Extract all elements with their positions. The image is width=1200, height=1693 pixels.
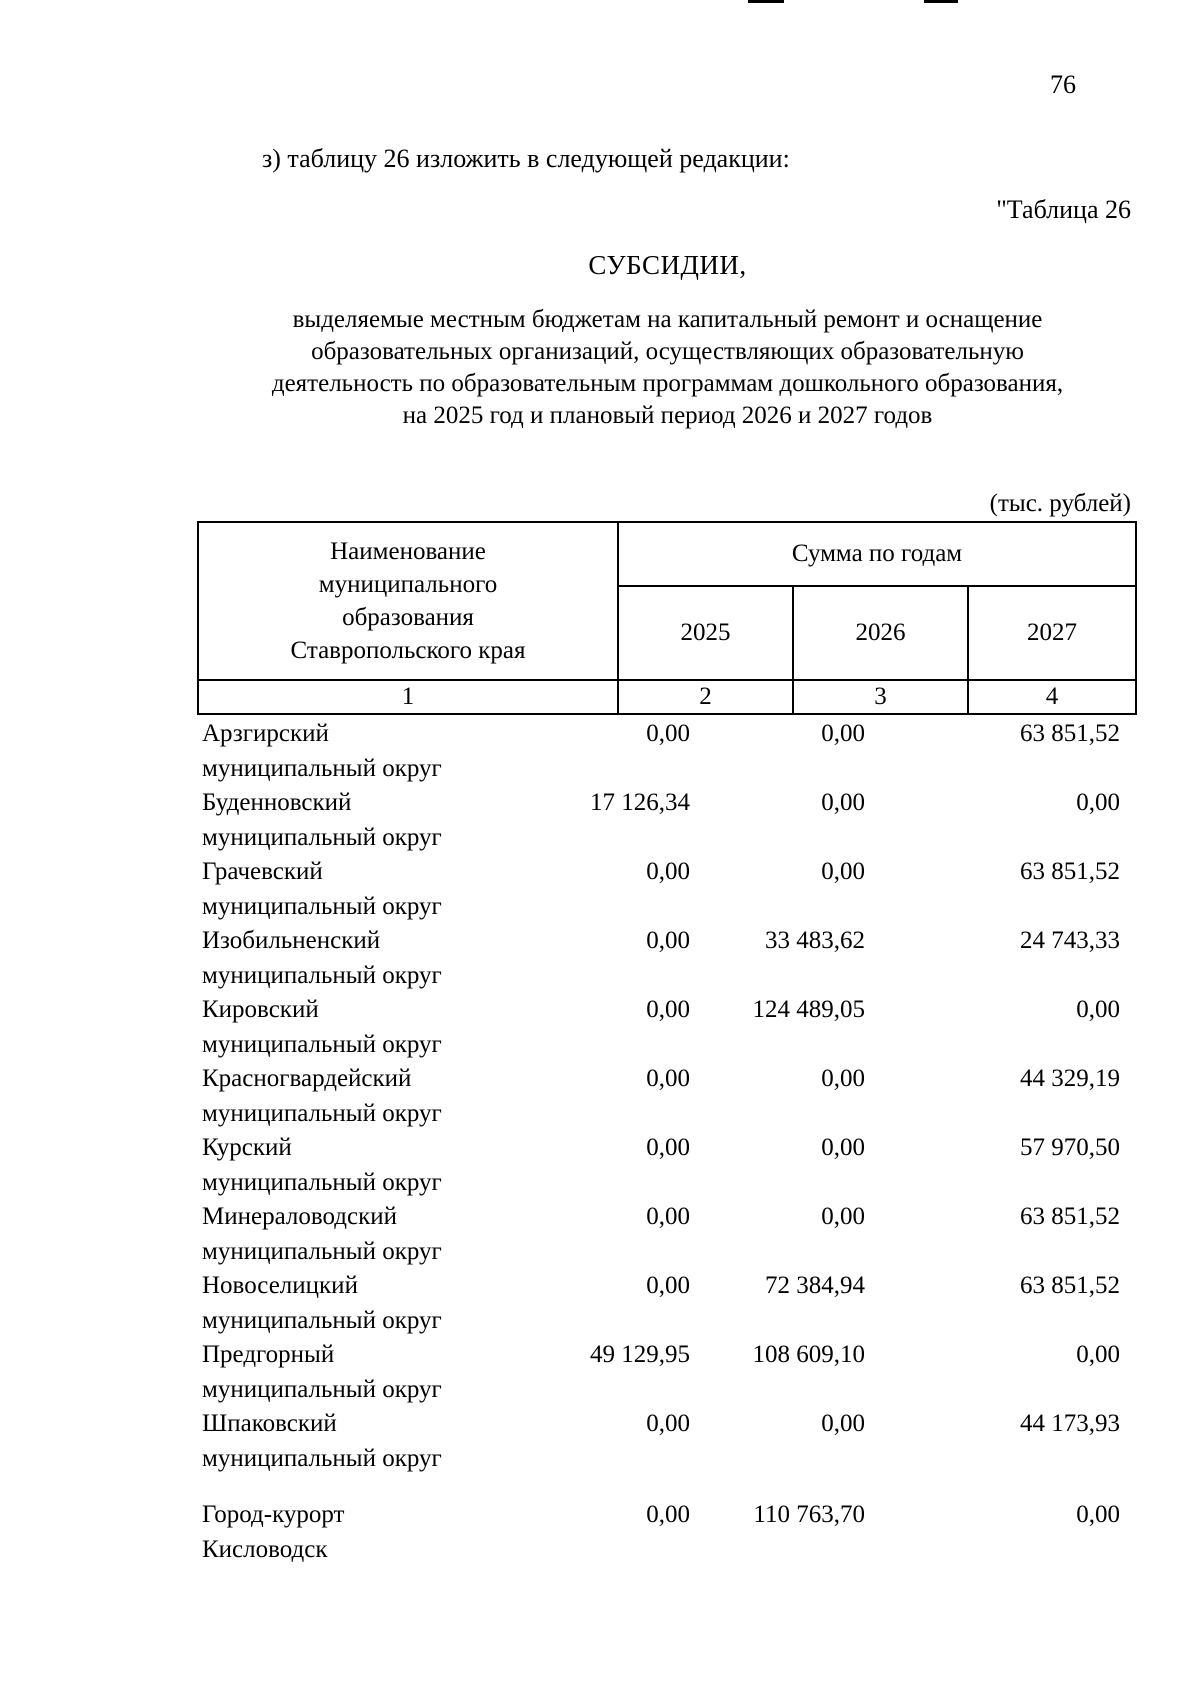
- value-2027: 63 851,52: [1020, 1203, 1120, 1230]
- header-year-2026: 2026: [793, 586, 968, 680]
- municipality-name: [202, 1406, 582, 1476]
- column-number: 3: [793, 680, 968, 714]
- value-2027: 63 851,52: [1020, 858, 1120, 885]
- scan-artifact-2: [924, 0, 958, 3]
- header-sum-by-years: Сумма по годам: [618, 522, 1136, 586]
- value-2027: 0,00: [1076, 1341, 1120, 1368]
- municipality-name: [202, 1130, 582, 1200]
- municipality-name-line: муниципальный округ: [202, 1376, 442, 1403]
- header-name-line: муниципального: [318, 571, 498, 598]
- value-2027: 44 173,93: [1020, 1410, 1120, 1437]
- table-row: [197, 1406, 1135, 1475]
- municipality-name: [202, 992, 582, 1062]
- municipality-name-line: муниципальный округ: [202, 1169, 442, 1196]
- municipality-name: [202, 1061, 582, 1131]
- municipality-name: [202, 1337, 582, 1407]
- value-2026: 108 609,10: [752, 1341, 865, 1368]
- value-2025: 0,00: [646, 927, 690, 954]
- page-number: 76: [1050, 70, 1076, 99]
- value-2025: 0,00: [646, 996, 690, 1023]
- table-row: [197, 1497, 1135, 1566]
- value-2025: 0,00: [646, 858, 690, 885]
- municipality-name-line: Город-курорт: [202, 1501, 345, 1528]
- table-row: [197, 923, 1135, 992]
- value-2025: 0,00: [646, 1203, 690, 1230]
- intro-text: з) таблицу 26 изложить в следующей редакции:: [262, 144, 790, 173]
- municipality-name-line: муниципальный округ: [202, 1031, 442, 1058]
- column-number: 4: [968, 680, 1136, 714]
- subtitle-line: деятельность по образовательным программам дошкольного образования,: [271, 370, 1064, 397]
- municipality-name-line: Кисловодск: [202, 1536, 328, 1563]
- municipality-name-line: Курский: [202, 1134, 292, 1161]
- value-2027: 44 329,19: [1020, 1065, 1120, 1092]
- value-2027: 63 851,52: [1020, 720, 1120, 747]
- value-2025: 17 126,34: [590, 789, 690, 816]
- value-2025: 0,00: [646, 1065, 690, 1092]
- units-label: (тыс. рублей): [989, 490, 1131, 517]
- municipality-name-line: Новоселицкий: [202, 1272, 358, 1299]
- value-2026: 110 763,70: [753, 1501, 865, 1528]
- municipality-name-line: муниципальный округ: [202, 1238, 442, 1265]
- table-row: [197, 1199, 1135, 1268]
- municipality-name-line: Шпаковский: [202, 1410, 337, 1437]
- value-2026: 0,00: [821, 720, 865, 747]
- header-name-line: образования: [342, 604, 474, 631]
- municipality-name-line: муниципальный округ: [202, 962, 442, 989]
- table-row: [197, 1130, 1135, 1199]
- header-name-line: Наименование: [330, 538, 486, 565]
- table-row: [197, 716, 1135, 785]
- table-label: "Таблица 26: [996, 195, 1131, 224]
- value-2027: 0,00: [1076, 789, 1120, 816]
- municipality-name-line: муниципальный округ: [202, 824, 442, 851]
- document-title: СУБСИДИИ,: [588, 250, 747, 280]
- municipality-name-line: муниципальный округ: [202, 1307, 442, 1334]
- value-2026: 124 489,05: [752, 996, 865, 1023]
- table-row: [197, 1268, 1135, 1337]
- header-year-2027: 2027: [968, 586, 1136, 680]
- municipality-name: [202, 785, 582, 855]
- municipality-name-line: муниципальный округ: [202, 893, 442, 920]
- value-2025: 0,00: [646, 1272, 690, 1299]
- municipality-name: [202, 1268, 582, 1338]
- value-2027: 63 851,52: [1020, 1272, 1120, 1299]
- value-2026: 0,00: [821, 1203, 865, 1230]
- value-2027: 0,00: [1076, 996, 1120, 1023]
- table-body: [197, 716, 1135, 1566]
- value-2025: 0,00: [646, 720, 690, 747]
- value-2027: 0,00: [1076, 1501, 1120, 1528]
- value-2026: 0,00: [821, 789, 865, 816]
- municipality-name-line: Минераловодский: [202, 1203, 398, 1230]
- municipality-name-line: Арзгирский: [202, 720, 329, 747]
- municipality-name-line: Кировский: [202, 996, 319, 1023]
- table-row: [197, 785, 1135, 854]
- municipality-name: [202, 854, 582, 924]
- value-2027: 24 743,33: [1020, 927, 1120, 954]
- municipality-name-line: Грачевский: [202, 858, 323, 885]
- value-2026: 72 384,94: [765, 1272, 865, 1299]
- value-2025: 0,00: [646, 1410, 690, 1437]
- municipality-name: [202, 923, 582, 993]
- municipality-name-line: муниципальный округ: [202, 1445, 442, 1472]
- header-name-line: Ставропольского края: [290, 637, 526, 664]
- value-2026: 0,00: [821, 1134, 865, 1161]
- municipality-name-line: муниципальный округ: [202, 1100, 442, 1127]
- table-header: [197, 521, 1137, 715]
- municipality-name-line: Изобильненский: [202, 927, 381, 954]
- column-number: 1: [198, 680, 618, 714]
- subtitle-line: образовательных организаций, осуществляющих образовательную: [311, 338, 1024, 365]
- value-2025: 49 129,95: [590, 1341, 690, 1368]
- municipality-name-line: Красногвардейский: [202, 1065, 412, 1092]
- value-2026: 0,00: [821, 1065, 865, 1092]
- value-2025: 0,00: [646, 1501, 690, 1528]
- table-row: [197, 992, 1135, 1061]
- table-row: [197, 854, 1135, 923]
- municipality-name: [202, 1497, 582, 1567]
- column-number: 2: [618, 680, 793, 714]
- table-row: [197, 1337, 1135, 1406]
- subtitle-line: на 2025 год и плановый период 2026 и 2027 годов: [402, 402, 933, 429]
- value-2027: 57 970,50: [1020, 1134, 1120, 1161]
- table-row: [197, 1061, 1135, 1130]
- municipality-name-line: муниципальный округ: [202, 755, 442, 782]
- header-year-2025: 2025: [618, 586, 793, 680]
- subtitle-line: выделяемые местным бюджетам на капитальный ремонт и оснащение: [292, 306, 1043, 333]
- value-2025: 0,00: [646, 1134, 690, 1161]
- header-name-cell: [198, 522, 618, 680]
- municipality-name: [202, 716, 582, 786]
- value-2026: 0,00: [821, 858, 865, 885]
- scan-artifact-1: [748, 0, 784, 3]
- value-2026: 33 483,62: [765, 927, 865, 954]
- municipality-name-line: Предгорный: [202, 1341, 335, 1368]
- value-2026: 0,00: [821, 1410, 865, 1437]
- document-subtitle: [200, 304, 1135, 432]
- municipality-name-line: Буденновский: [202, 789, 352, 816]
- municipality-name: [202, 1199, 582, 1269]
